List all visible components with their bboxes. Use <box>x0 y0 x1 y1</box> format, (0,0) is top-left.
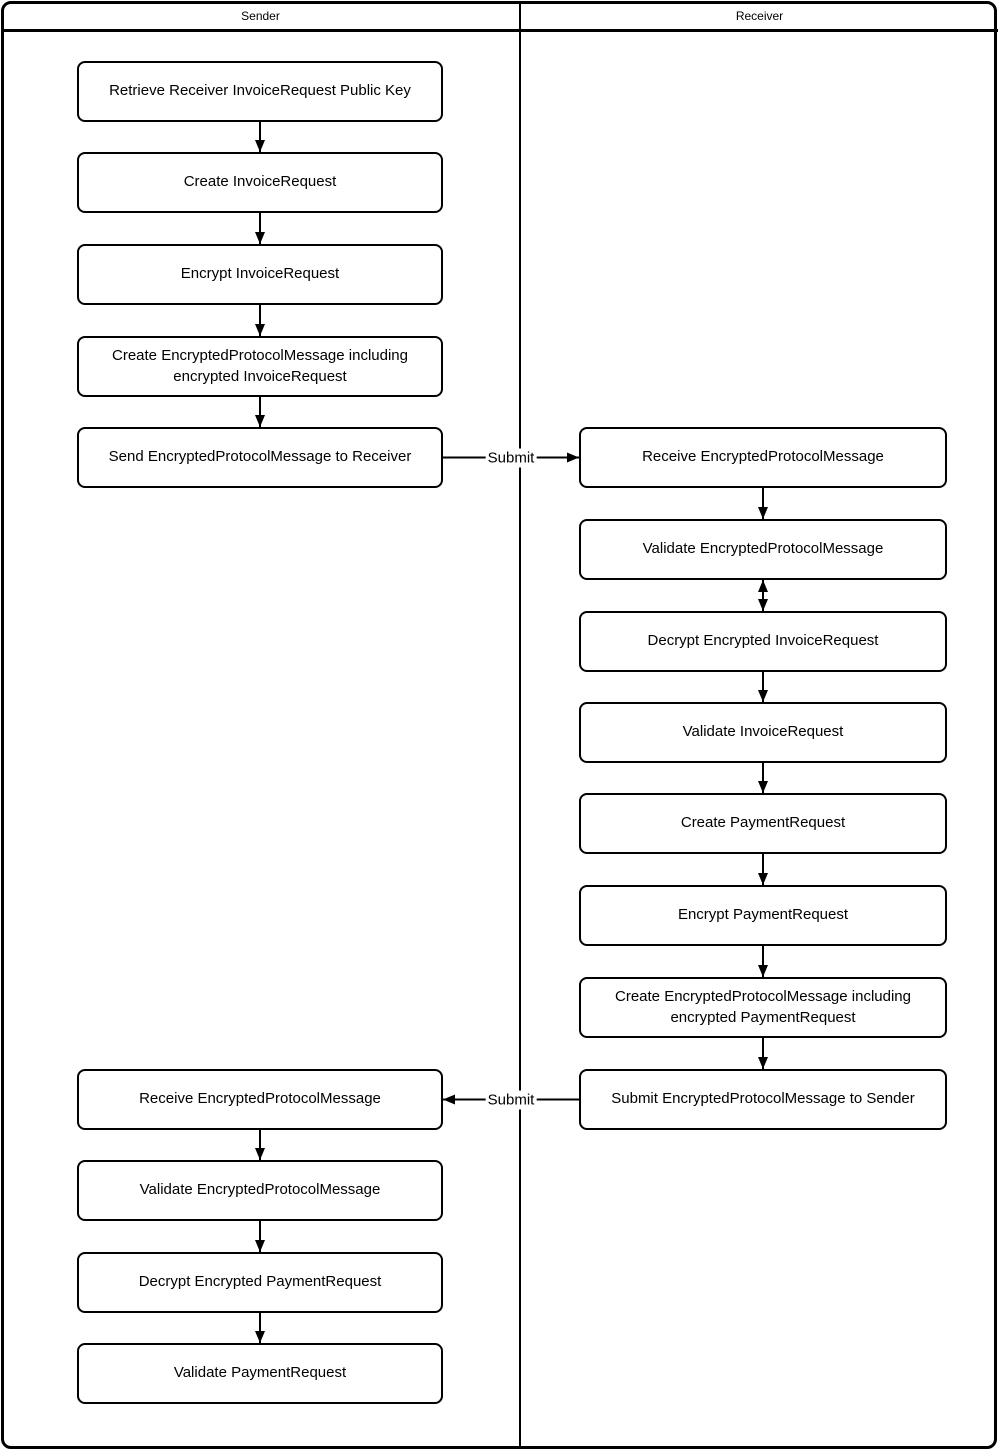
flow-node-label: Receive EncryptedProtocolMessage <box>642 448 884 466</box>
flow-node-s-create-invoicerequest <box>77 152 443 213</box>
flow-node-label: Create InvoiceRequest <box>183 173 337 191</box>
flow-node-label: Retrieve Receiver InvoiceRequest Public Key <box>109 82 411 100</box>
flow-node-label: Encrypt InvoiceRequest <box>180 265 340 283</box>
flow-node-r-submit-epm <box>579 1069 947 1130</box>
flow-node-label: Validate InvoiceRequest <box>682 723 844 741</box>
flow-node-r-validate-invoicerequest <box>579 702 947 763</box>
edge-label-submit: Submit <box>487 449 535 466</box>
flow-node-label: Validate PaymentRequest <box>173 1364 347 1382</box>
edge-label-submit: Submit <box>487 1091 535 1108</box>
flow-node-label: Validate EncryptedProtocolMessage <box>642 540 884 558</box>
flow-node-s-encrypt-invoicerequest <box>77 244 443 305</box>
flow-node-label: Validate EncryptedProtocolMessage <box>139 1181 381 1199</box>
flow-node-label: Submit EncryptedProtocolMessage to Sender <box>611 1090 915 1108</box>
flow-node-s-receive-epm <box>77 1069 443 1130</box>
flow-node-label: Receive EncryptedProtocolMessage <box>139 1090 381 1108</box>
flow-node-label: Create EncryptedProtocolMessage including encrypted InvoiceRequest <box>112 347 408 385</box>
flow-node-label: Decrypt Encrypted InvoiceRequest <box>647 632 879 650</box>
flow-node-r-create-paymentrequest <box>579 793 947 854</box>
flow-node-label: Create PaymentRequest <box>680 814 846 832</box>
flow-node-r-encrypt-paymentrequest <box>579 885 947 946</box>
flow-node-r-receive-epm <box>579 427 947 488</box>
flow-node-r-decrypt-invoicerequest <box>579 611 947 672</box>
flow-node-s-create-epm <box>77 336 443 397</box>
flow-node-s-send-epm <box>77 427 443 488</box>
flow-node-r-validate-epm <box>579 519 947 580</box>
lane-title-sender: Sender <box>241 8 280 23</box>
flow-node-label: Create EncryptedProtocolMessage including encrypted PaymentRequest <box>615 988 911 1026</box>
flow-node-s-retrieve-key <box>77 61 443 122</box>
flow-node-s-validate-epm <box>77 1160 443 1221</box>
flow-node-r-create-epm <box>579 977 947 1038</box>
flow-node-label: Decrypt Encrypted PaymentRequest <box>138 1273 382 1291</box>
flow-node-s-validate-paymentrequest <box>77 1343 443 1404</box>
flow-node-label: Encrypt PaymentRequest <box>677 906 849 924</box>
flow-node-label: Send EncryptedProtocolMessage to Receiver <box>108 448 412 466</box>
flow-node-s-decrypt-paymentrequest <box>77 1252 443 1313</box>
lane-title-receiver: Receiver <box>735 8 784 23</box>
